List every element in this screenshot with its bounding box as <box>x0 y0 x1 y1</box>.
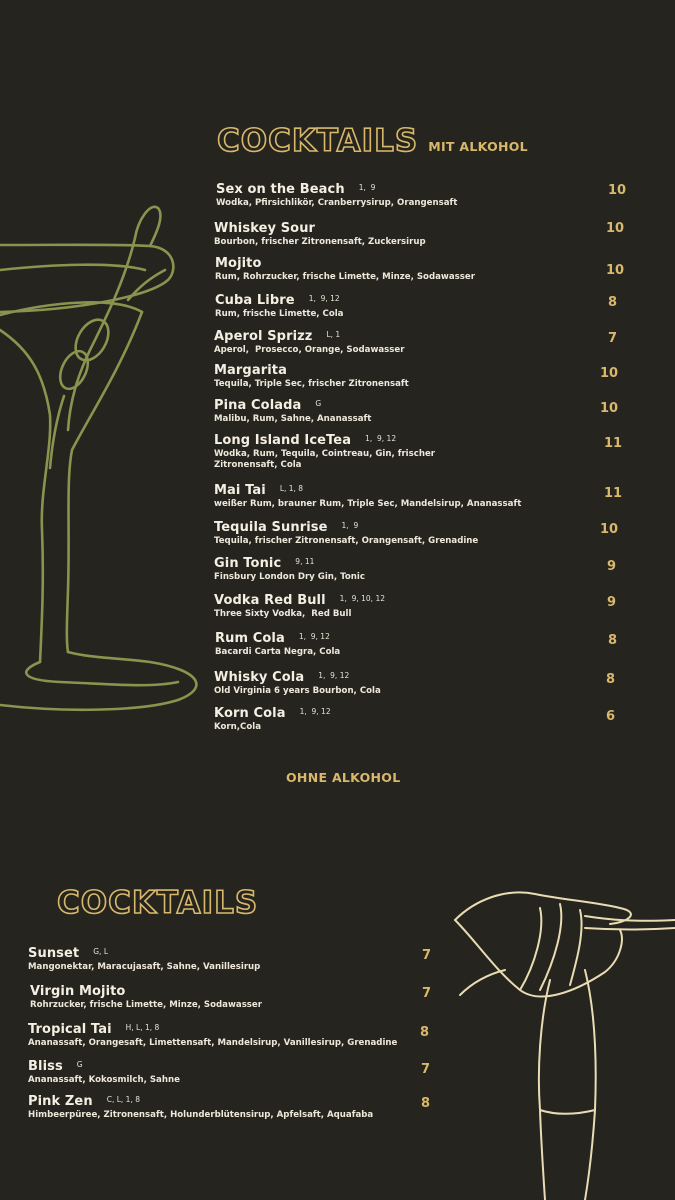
menu-item-price: 8 <box>608 633 618 648</box>
menu-item-description: Bourbon, frischer Zitronensaft, Zuckersirup <box>214 237 426 247</box>
menu-item-description: Ananassaft, Kokosmilch, Sahne <box>28 1075 180 1085</box>
menu-item-name: Vodka Red Bull <box>214 593 326 608</box>
drink-glass-illustration-icon <box>445 880 675 1200</box>
menu-item-price: 7 <box>421 1062 431 1077</box>
menu-item-header <box>215 293 343 308</box>
menu-item <box>214 556 365 583</box>
menu-item-allergen-codes: 1, 9, 12 <box>365 434 397 443</box>
menu-item-header <box>214 706 331 721</box>
menu-item-name: Sex on the Beach <box>216 182 345 197</box>
menu-item-description: Old Virginia 6 years Bourbon, Cola <box>214 686 381 696</box>
section-title-no-alcohol: COCKTAILS <box>57 885 259 921</box>
menu-item-header <box>28 1022 397 1037</box>
menu-item-header <box>214 556 365 571</box>
menu-item-header <box>28 946 260 961</box>
menu-item-header <box>214 433 435 448</box>
menu-item-price: 8 <box>420 1025 430 1040</box>
menu-item-allergen-codes: 1, 9, 12 <box>318 671 350 680</box>
menu-item-description: Korn,Cola <box>214 722 261 732</box>
menu-item-header <box>28 1059 180 1074</box>
menu-item-description: Tequila, Triple Sec, frischer Zitronensaft <box>214 379 409 389</box>
menu-item-description: Ananassaft, Orangesaft, Limettensaft, Mandelsirup, Vanillesirup, Grenadine <box>28 1038 398 1048</box>
menu-item-name: Whisky Cola <box>214 670 305 685</box>
menu-item-price: 8 <box>606 672 616 687</box>
menu-item <box>214 433 435 471</box>
menu-item-price: 6 <box>606 709 616 724</box>
menu-item-name: Korn Cola <box>214 706 286 721</box>
menu-item-allergen-codes: 1, 9 <box>358 183 376 192</box>
menu-item-header <box>215 631 340 646</box>
menu-item <box>28 1094 373 1121</box>
menu-item-price: 11 <box>604 436 623 451</box>
section-subtitle-alcohol: MIT ALKOHOL <box>428 139 528 154</box>
menu-item-allergen-codes: 1, 9, 12 <box>298 632 330 641</box>
menu-item <box>214 329 404 356</box>
menu-item-description: Rum, frische Limette, Cola <box>215 309 344 319</box>
menu-item-header <box>214 221 426 236</box>
menu-item-header <box>214 398 371 413</box>
menu-item-description: Himbeerpüree, Zitronensaft, Holunderblütensirup, Apfelsaft, Aquafaba <box>28 1110 374 1120</box>
menu-item-description: weißer Rum, brauner Rum, Triple Sec, Mandelsirup, Ananassaft <box>214 499 522 509</box>
menu-item-header <box>215 256 475 271</box>
menu-item-price: 10 <box>606 263 625 278</box>
menu-item-allergen-codes: G, L <box>93 947 109 956</box>
menu-item <box>28 1022 397 1049</box>
menu-item <box>214 363 409 390</box>
menu-item-name: Cuba Libre <box>215 293 295 308</box>
menu-item-price: 10 <box>606 221 625 236</box>
menu-item-name: Margarita <box>214 363 287 378</box>
menu-item-name: Whiskey Sour <box>214 221 316 236</box>
menu-item-description: Rohrzucker, frische Limette, Minze, Sodawasser <box>30 1000 262 1010</box>
menu-item-name: Aperol Sprizz <box>214 329 313 344</box>
menu-item-header <box>216 182 457 197</box>
menu-item-allergen-codes: L, 1 <box>326 330 341 339</box>
menu-item-price: 9 <box>607 595 617 610</box>
menu-item <box>214 706 331 733</box>
menu-item-description: Three Sixty Vodka, Red Bull <box>214 609 352 619</box>
menu-item-allergen-codes: 1, 9 <box>341 521 359 530</box>
menu-item-description: Finsbury London Dry Gin, Tonic <box>214 572 365 582</box>
menu-item-description: Bacardi Carta Negra, Cola <box>215 647 341 657</box>
menu-item-name: Sunset <box>28 946 80 961</box>
menu-item-allergen-codes: L, 1, 8 <box>279 484 304 493</box>
menu-item-header <box>214 363 409 378</box>
menu-item <box>214 593 385 620</box>
menu-item-description: Malibu, Rum, Sahne, Ananassaft <box>214 414 372 424</box>
menu-item <box>28 1059 180 1086</box>
menu-item <box>30 984 262 1011</box>
menu-item <box>215 293 343 320</box>
menu-item <box>214 520 478 547</box>
menu-item-description: Mangonektar, Maracujasaft, Sahne, Vanillesirup <box>28 962 261 972</box>
menu-item-allergen-codes: H, L, 1, 8 <box>125 1023 160 1032</box>
menu-item-price: 10 <box>600 401 619 416</box>
menu-item-name: Virgin Mojito <box>30 984 126 999</box>
martini-glass-illustration-icon <box>0 200 220 720</box>
menu-item-allergen-codes: 1, 9, 12 <box>299 707 331 716</box>
menu-item-price: 8 <box>608 295 618 310</box>
menu-item-price: 7 <box>422 948 432 963</box>
heading-alcohol <box>217 123 528 159</box>
menu-item-price: 7 <box>608 331 618 346</box>
menu-item-price: 9 <box>607 559 617 574</box>
menu-item-name: Long Island IceTea <box>214 433 352 448</box>
section-title-alcohol: COCKTAILS <box>217 123 419 159</box>
menu-item-header <box>28 1094 373 1109</box>
menu-item-name: Bliss <box>28 1059 63 1074</box>
menu-item-description: Tequila, frischer Zitronensaft, Orangensaft, Grenadine <box>214 536 479 546</box>
label-ohne-alkohol: OHNE ALKOHOL <box>286 770 401 785</box>
menu-item-price: 7 <box>422 986 432 1001</box>
menu-item <box>216 182 457 209</box>
menu-item-price: 10 <box>600 522 619 537</box>
menu-item-name: Tropical Tai <box>28 1022 112 1037</box>
menu-item-description: Aperol, Prosecco, Orange, Sodawasser <box>214 345 405 355</box>
menu-item-header <box>214 520 478 535</box>
menu-item-name: Pina Colada <box>214 398 302 413</box>
menu-item-name: Mai Tai <box>214 483 266 498</box>
menu-item-description: Wodka, Rum, Tequila, Cointreau, Gin, frischer Zitronensaft, Cola <box>214 449 436 470</box>
menu-item-name: Mojito <box>215 256 262 271</box>
menu-item-name: Gin Tonic <box>214 556 282 571</box>
menu-item-allergen-codes: 1, 9, 10, 12 <box>339 594 385 603</box>
menu-item-header <box>30 984 262 999</box>
menu-item-price: 10 <box>600 366 619 381</box>
menu-item-allergen-codes: G <box>315 399 322 408</box>
menu-item-allergen-codes: G <box>76 1060 83 1069</box>
menu-item-name: Pink Zen <box>28 1094 93 1109</box>
menu-item <box>214 483 521 510</box>
menu-item <box>214 670 381 697</box>
heading-no-alcohol <box>57 885 258 921</box>
menu-item-price: 8 <box>421 1096 431 1111</box>
menu-item-description: Rum, Rohrzucker, frische Limette, Minze, Sodawasser <box>215 272 475 282</box>
menu-item <box>214 398 371 425</box>
menu-item-name: Tequila Sunrise <box>214 520 328 535</box>
menu-item-price: 10 <box>608 183 627 198</box>
menu-item-header <box>214 670 381 685</box>
menu-item-header <box>214 593 385 608</box>
menu-item-name: Rum Cola <box>215 631 285 646</box>
menu-item-price: 11 <box>604 486 623 501</box>
menu-item <box>215 631 340 658</box>
menu-item <box>215 256 475 283</box>
menu-item-allergen-codes: 9, 11 <box>295 557 315 566</box>
menu-item-header <box>214 329 404 344</box>
menu-item-allergen-codes: C, L, 1, 8 <box>106 1095 140 1104</box>
menu-item-header <box>214 483 521 498</box>
menu-item-description: Wodka, Pfirsichlikör, Cranberrysirup, Orangensaft <box>216 198 458 208</box>
menu-item <box>214 221 426 248</box>
menu-item <box>28 946 260 973</box>
menu-item-allergen-codes: 1, 9, 12 <box>308 294 340 303</box>
